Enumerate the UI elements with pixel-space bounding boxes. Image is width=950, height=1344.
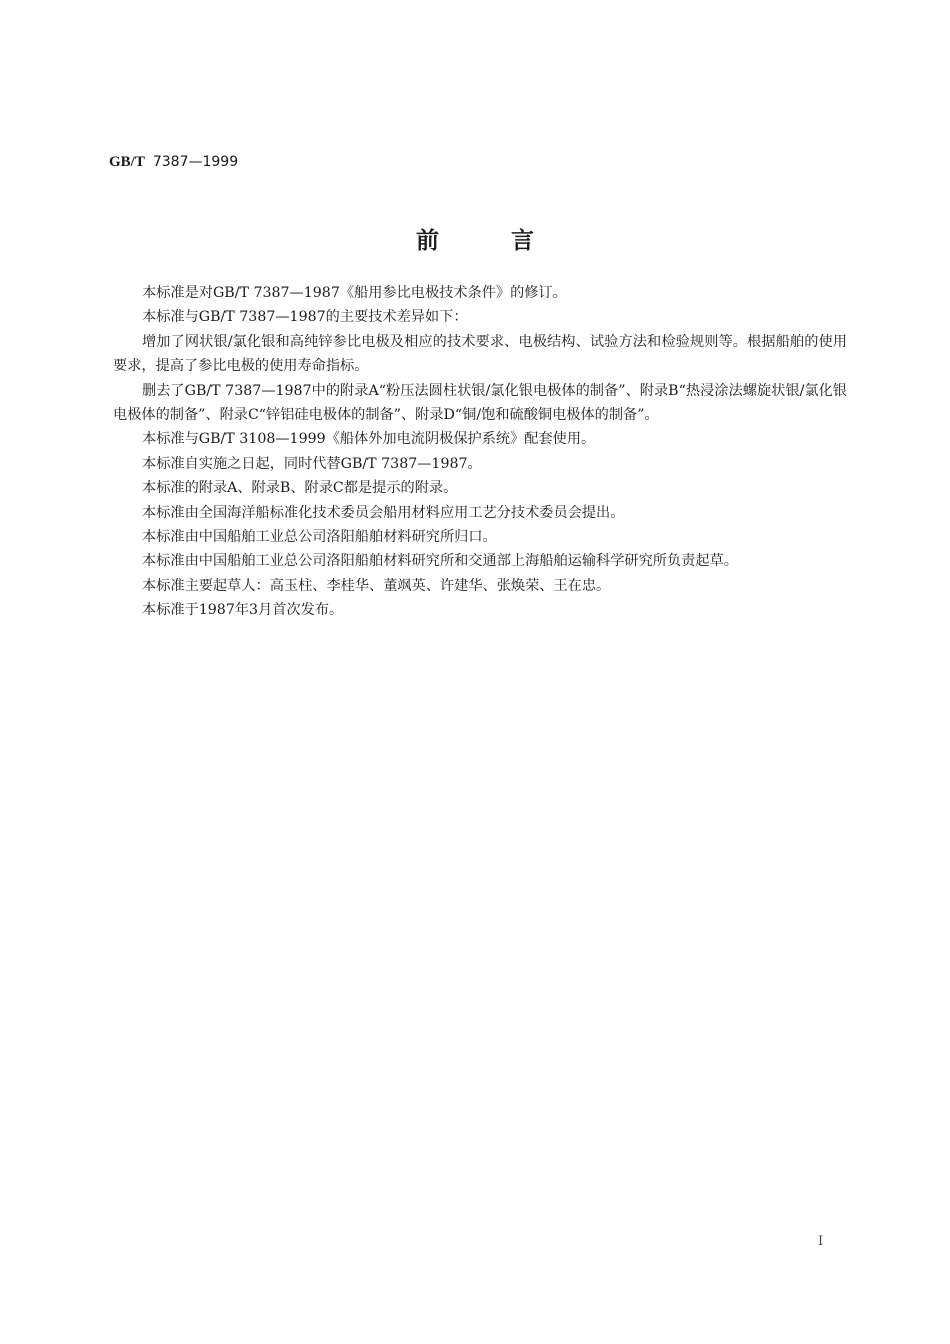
paragraph: 本标准的附录A、附录B、附录C都是提示的附录。: [142, 480, 458, 497]
page-title: 前言: [416, 228, 606, 254]
paragraph: 本标准由中国船舶工业总公司洛阳船舶材料研究所归口。: [142, 529, 497, 546]
page-number: I: [818, 1234, 824, 1249]
paragraph: 本标准与GB/T 7387—1987的主要技术差异如下：: [142, 309, 468, 326]
paragraph: 本标准主要起草人：高玉柱、李桂华、董飒英、许建华、张焕荣、王在忠。: [142, 577, 611, 594]
standard-header: [109, 150, 238, 173]
paragraph: 本标准由全国海洋船标准化技术委员会船用材料应用工艺分技术委员会提出。: [142, 504, 625, 521]
paragraph: 删去了GB/T 7387—1987中的附录A“粉压法圆柱状银/氯化银电极体的制备”、附录B“热浸涂法螺旋状银/氯化银电极体的制备”、附录C“锌铝硅电极体的制备”、附录D“铜/饱和硫酸铜电极体的制备”。: [113, 382, 847, 424]
standard-number: 7387—1999: [152, 154, 239, 170]
paragraph: 本标准与GB/T 3108—1999《船体外加电流阴极保护系统》配套使用。: [142, 431, 596, 448]
paragraph: 增加了网状银/氯化银和高纯锌参比电极及相应的技术要求、电极结构、试验方法和检验规则等。根据船舶的使用要求，提高了参比电极的使用寿命指标。: [113, 333, 847, 375]
standard-prefix: GB/T: [109, 154, 145, 170]
paragraph: 本标准是对GB/T 7387—1987《船用参比电极技术条件》的修订。: [142, 285, 567, 301]
paragraph: 本标准于1987年3月首次发布。: [142, 602, 344, 619]
paragraph: 本标准自实施之日起，同时代替GB/T 7387—1987。: [142, 455, 482, 472]
foreword-body: [113, 281, 847, 623]
paragraph: 本标准由中国船舶工业总公司洛阳船舶材料研究所和交通部上海船舶运输科学研究所负责起草。: [142, 553, 738, 570]
